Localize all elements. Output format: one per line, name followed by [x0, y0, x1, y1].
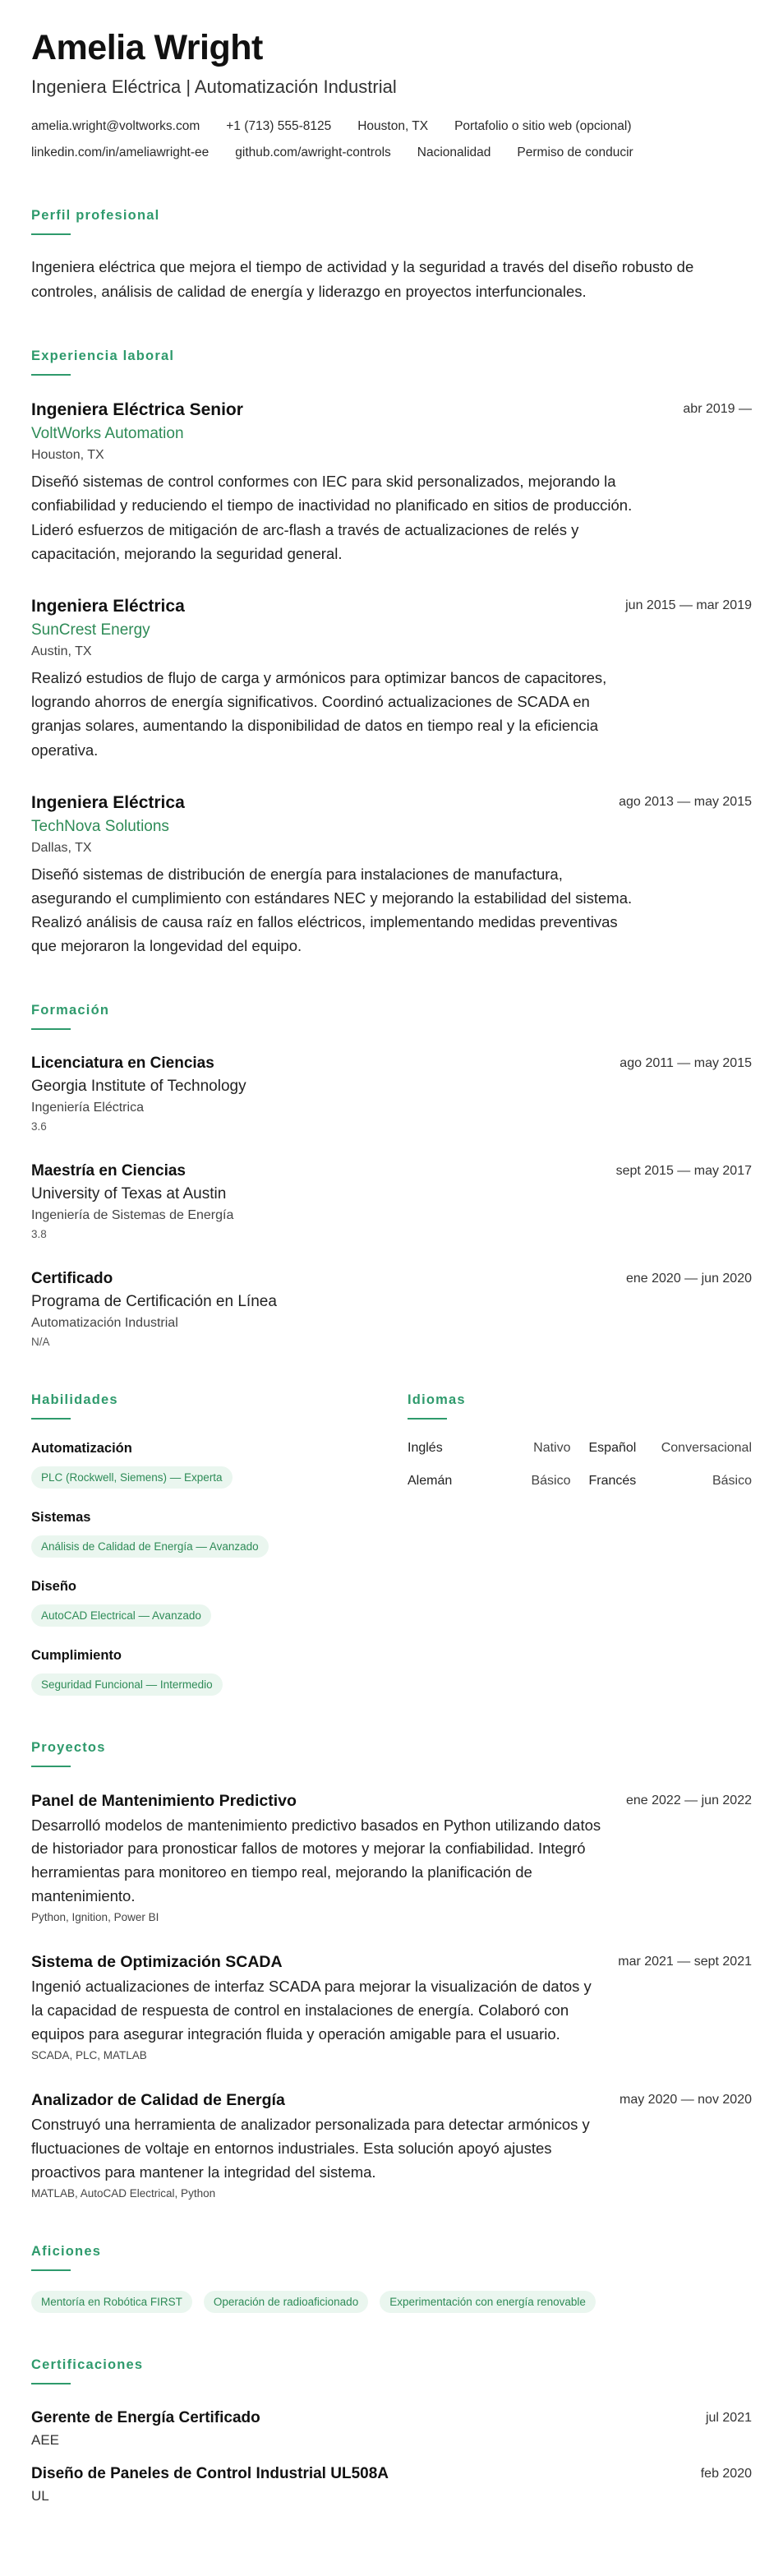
- language-item: [589, 1474, 753, 1489]
- job-location: Austin, TX: [31, 644, 92, 658]
- language-item: [408, 1474, 571, 1489]
- project-item: [31, 1792, 752, 1924]
- skill-chip: Análisis de Calidad de Energía — Avanzado: [31, 1535, 269, 1558]
- job-description: Diseñó sistemas de distribución de energía para instalaciones de manufactura, asegurando el cumplimiento con estándares NEC y mejorando la estabilidad del sistema. Realizó análisis de causa raíz en fallos eléctricos, implementando medidas preventivas que mejoraron la longevidad del equipo.: [31, 865, 633, 955]
- skill-group: [31, 1648, 408, 1696]
- candidate-name: Amelia Wright: [31, 28, 263, 67]
- cert-date: feb 2020: [700, 2467, 752, 2481]
- language-name: Inglés: [408, 1440, 443, 1455]
- skill-category: Sistemas: [31, 1509, 91, 1525]
- contact-nationality: Nacionalidad: [417, 145, 491, 160]
- cert-issuer: AEE: [31, 2432, 60, 2449]
- experience-section: [31, 349, 752, 958]
- job-role: Ingeniera Eléctrica Senior: [31, 400, 243, 420]
- skill-category: Diseño: [31, 1578, 77, 1594]
- profile-summary: Ingeniera eléctrica que mejora el tiempo de actividad y la seguridad a través del diseño robusto de controles, análisis de calidad de energía y liderazgo en proyectos interfuncionales.: [31, 258, 694, 301]
- job-date: abr 2019 —: [683, 402, 752, 417]
- language-item: [408, 1441, 571, 1456]
- language-level: Conversacional: [661, 1440, 752, 1455]
- skill-chip: PLC (Rockwell, Siemens) — Experta: [31, 1466, 233, 1489]
- experience-item: [31, 793, 752, 958]
- skills-section: [31, 1392, 408, 1696]
- cert-issuer: UL: [31, 2488, 49, 2504]
- language-list: [408, 1441, 752, 1489]
- contact-driving-license: Permiso de conducir: [517, 145, 633, 160]
- hobby-chip: Mentoría en Robótica FIRST: [31, 2291, 192, 2313]
- certification-item: [31, 2409, 752, 2449]
- edu-school: University of Texas at Austin: [31, 1184, 227, 1203]
- job-date: ago 2013 — may 2015: [619, 794, 752, 809]
- skill-chip: AutoCAD Electrical — Avanzado: [31, 1604, 211, 1627]
- project-tech: Python, Ignition, Power BI: [31, 1911, 159, 1924]
- language-level: Básico: [712, 1473, 752, 1488]
- section-divider: [31, 2269, 71, 2271]
- experience-item: [31, 400, 752, 566]
- skill-category: Cumplimiento: [31, 1647, 122, 1663]
- project-date: mar 2021 — sept 2021: [618, 1955, 752, 1969]
- project-date: ene 2022 — jun 2022: [625, 1793, 752, 1807]
- section-heading: Proyectos: [31, 1739, 106, 1755]
- job-description: Diseñó sistemas de control conformes con IEC para skid personalizados, mejorando la confiabilidad y reduciendo el tiempo de inactividad no planificado en sitios de producción. Lideró esfuerzos de mitigación de arc-flash a través de actualizaciones de relés y capacitación, mejorando la seguridad general.: [31, 473, 633, 562]
- edu-degree: Licenciatura en Ciencias: [31, 1054, 214, 1072]
- candidate-title: Ingeniera Eléctrica | Automatización Industrial: [31, 76, 397, 98]
- job-company: TechNova Solutions: [31, 817, 169, 835]
- education-section: [31, 1003, 752, 1348]
- contact-portfolio[interactable]: Portafolio o sitio web (opcional): [454, 119, 632, 134]
- education-item: [31, 1055, 752, 1133]
- languages-section: [408, 1392, 752, 1696]
- edu-school: Georgia Institute of Technology: [31, 1077, 246, 1095]
- job-company: SunCrest Energy: [31, 621, 150, 639]
- section-heading: Perfil profesional: [31, 208, 160, 224]
- contact-phone[interactable]: +1 (713) 555-8125: [226, 119, 332, 134]
- section-heading: Idiomas: [408, 1392, 466, 1407]
- section-heading: Certificaciones: [31, 2357, 144, 2373]
- project-name: Sistema de Optimización SCADA: [31, 1953, 283, 1972]
- section-divider: [31, 233, 71, 235]
- section-heading: Aficiones: [31, 2244, 102, 2260]
- contact-email[interactable]: amelia.wright@voltworks.com: [31, 119, 200, 134]
- job-role: Ingeniera Eléctrica: [31, 596, 185, 616]
- section-divider: [31, 2383, 71, 2384]
- project-tech: SCADA, PLC, MATLAB: [31, 2049, 147, 2062]
- section-divider: [31, 1028, 71, 1030]
- job-date: jun 2015 — mar 2019: [625, 598, 752, 612]
- project-description: Construyó una herramienta de analizador personalizada para detectar armónicos y fluctuaciones de voltaje en entornos industriales. Esta solución apoyó ajustes proactivos para mantener la integridad del sistema.: [31, 2116, 590, 2181]
- language-item: [589, 1441, 753, 1456]
- skill-group: [31, 1579, 408, 1627]
- skill-group: [31, 1510, 408, 1558]
- edu-field: Automatización Industrial: [31, 1315, 178, 1330]
- project-item: [31, 1953, 752, 2061]
- job-company: VoltWorks Automation: [31, 425, 184, 443]
- section-divider: [408, 1418, 447, 1420]
- job-description: Realizó estudios de flujo de carga y armónicos para optimizar bancos de capacitores, logrando ahorros de energía significativos. Coordinó actualizaciones de SCADA en granjas solares, aumentando la disponibilidad de datos en tiempo real y la eficiencia operativa.: [31, 668, 607, 759]
- project-item: [31, 2091, 752, 2200]
- section-heading: Habilidades: [31, 1392, 118, 1407]
- project-tech: MATLAB, AutoCAD Electrical, Python: [31, 2187, 216, 2200]
- language-name: Alemán: [408, 1473, 453, 1488]
- edu-date: ago 2011 — may 2015: [619, 1055, 752, 1070]
- edu-field: Ingeniería de Sistemas de Energía: [31, 1207, 234, 1222]
- skill-chip: Seguridad Funcional — Intermedio: [31, 1673, 223, 1696]
- job-role: Ingeniera Eléctrica: [31, 792, 185, 812]
- edu-gpa: 3.8: [31, 1227, 47, 1240]
- edu-date: sept 2015 — may 2017: [615, 1163, 752, 1178]
- language-level: Básico: [531, 1473, 571, 1488]
- education-item: [31, 1162, 752, 1240]
- cert-name: Gerente de Energía Certificado: [31, 2409, 260, 2427]
- projects-section: [31, 1740, 752, 2200]
- language-name: Español: [588, 1440, 637, 1455]
- project-description: Ingenió actualizaciones de interfaz SCADA para mejorar la visualización de datos y la capacidad de respuesta de control en instalaciones de energía. Colaboró con equipos para asegurar integración fluida y operación amigable para el usuario.: [31, 1978, 592, 2043]
- certification-item: [31, 2465, 752, 2504]
- hobby-list: [31, 2291, 752, 2313]
- cert-date: jul 2021: [705, 2411, 752, 2426]
- contact-list: [31, 119, 754, 160]
- contact-location: Houston, TX: [357, 119, 429, 134]
- edu-degree: Maestría en Ciencias: [31, 1161, 186, 1180]
- contact-linkedin[interactable]: linkedin.com/in/ameliawright-ee: [31, 145, 210, 160]
- section-divider: [31, 1418, 71, 1420]
- section-heading: Formación: [31, 1002, 110, 1018]
- edu-date: ene 2020 — jun 2020: [625, 1271, 752, 1286]
- language-name: Francés: [588, 1473, 637, 1488]
- job-location: Houston, TX: [31, 448, 104, 463]
- skills-languages-row: [31, 1392, 752, 1696]
- section-divider: [31, 1766, 71, 1767]
- edu-gpa: 3.6: [31, 1119, 47, 1133]
- project-name: Analizador de Calidad de Energía: [31, 2091, 285, 2110]
- project-name: Panel de Mantenimiento Predictivo: [31, 1791, 297, 1810]
- experience-item: [31, 597, 752, 762]
- edu-gpa: N/A: [31, 1335, 50, 1348]
- skill-group: [31, 1441, 408, 1489]
- edu-field: Ingeniería Eléctrica: [31, 1100, 144, 1115]
- language-level: Nativo: [533, 1440, 571, 1455]
- hobby-chip: Experimentación con energía renovable: [380, 2291, 596, 2313]
- profile-section: [31, 208, 752, 304]
- cert-name: Diseño de Paneles de Control Industrial UL508A: [31, 2465, 389, 2483]
- project-description: Desarrolló modelos de mantenimiento predictivo basados en Python utilizando datos de historiador para pronosticar fallos de motores y mejorar la confiabilidad. Integró herramientas para monitoreo en tiempo real, mejorando la planificación de mantenimiento.: [31, 1816, 601, 1904]
- education-item: [31, 1270, 752, 1348]
- resume-header: [31, 30, 752, 160]
- section-heading: Experiencia laboral: [31, 349, 175, 364]
- edu-school: Programa de Certificación en Línea: [31, 1292, 277, 1310]
- edu-degree: Certificado: [31, 1269, 113, 1287]
- hobbies-section: [31, 2244, 752, 2313]
- job-location: Dallas, TX: [31, 840, 92, 855]
- skill-category: Automatización: [31, 1440, 132, 1456]
- section-divider: [31, 374, 71, 376]
- certifications-section: [31, 2357, 752, 2504]
- hobby-chip: Operación de radioaficionado: [204, 2291, 368, 2313]
- contact-github[interactable]: github.com/awright-controls: [235, 145, 391, 160]
- project-date: may 2020 — nov 2020: [619, 2093, 752, 2107]
